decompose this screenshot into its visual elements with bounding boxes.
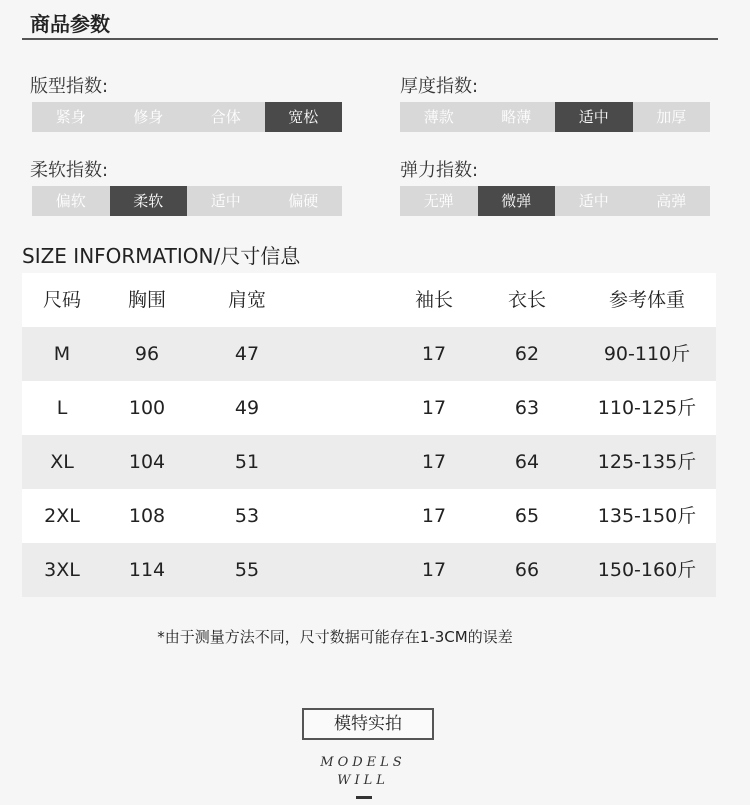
- spec-fit-option: 紧身: [32, 102, 110, 132]
- table-cell: 108: [128, 505, 166, 527]
- table-cell: 90-110斤: [603, 343, 691, 365]
- table-cell: L: [56, 397, 68, 419]
- size-table-header: [22, 273, 716, 327]
- header-divider: [22, 38, 718, 40]
- column-header: 袖长: [414, 289, 453, 311]
- table-cell: 104: [128, 451, 166, 473]
- spec-thickness-bar: [400, 102, 710, 132]
- models-caption-line1: MODELS: [320, 755, 406, 770]
- column-header: 参考体重: [608, 289, 685, 311]
- spec-elasticity-bar: [400, 186, 710, 216]
- spec-fit: [30, 72, 319, 126]
- spec-elasticity-option-selected: 微弹: [478, 186, 556, 216]
- model-photos-label: 模特实拍: [302, 708, 434, 740]
- spec-elasticity: [400, 156, 687, 210]
- table-cell: XL: [50, 451, 74, 473]
- spec-elasticity-label: 弹力指数:: [400, 160, 479, 181]
- table-cell: 55: [234, 559, 260, 581]
- table-cell: 62: [514, 343, 540, 365]
- spec-fit-bar: [32, 102, 342, 132]
- spec-fit-option: 合体: [187, 102, 265, 132]
- spec-elasticity-option: 高弹: [633, 186, 711, 216]
- table-cell: 96: [134, 343, 160, 365]
- table-row: [22, 435, 716, 489]
- table-row: [22, 543, 716, 597]
- table-cell: 125-135斤: [597, 451, 697, 473]
- column-header: 胸围: [127, 289, 166, 311]
- spec-fit-option: 修身: [110, 102, 188, 132]
- header-title: 商品参数: [30, 12, 110, 36]
- table-cell: 3XL: [44, 559, 80, 581]
- table-cell: 100: [128, 397, 166, 419]
- spec-softness-bar: [32, 186, 342, 216]
- spec-softness: [30, 156, 319, 210]
- models-caption: [0, 754, 726, 790]
- table-cell: 17: [421, 451, 447, 473]
- table-cell: 17: [421, 343, 447, 365]
- spec-softness-option: 偏硬: [265, 186, 343, 216]
- spec-softness-option-selected: 柔软: [110, 186, 188, 216]
- table-cell: 17: [421, 397, 447, 419]
- table-row: [22, 327, 716, 381]
- table-cell: 47: [234, 343, 260, 365]
- table-cell: 114: [128, 559, 166, 581]
- spec-elasticity-option: 适中: [555, 186, 633, 216]
- spec-fit-option-selected: 宽松: [265, 102, 343, 132]
- table-cell: 110-125斤: [597, 397, 697, 419]
- column-header: 肩宽: [227, 289, 266, 311]
- spec-thickness: [400, 72, 687, 126]
- spec-thickness-option-selected: 适中: [555, 102, 633, 132]
- table-cell: 66: [514, 559, 540, 581]
- table-cell: 17: [421, 505, 447, 527]
- table-row: [22, 489, 716, 543]
- spec-softness-option: 偏软: [32, 186, 110, 216]
- table-cell: 2XL: [44, 505, 80, 527]
- table-cell: 65: [514, 505, 540, 527]
- measurement-note: *由于测量方法不同，尺寸数据可能存在1-3CM的误差: [157, 628, 513, 646]
- table-cell: 64: [514, 451, 540, 473]
- table-cell: 53: [234, 505, 260, 527]
- table-cell: 17: [421, 559, 447, 581]
- size-info-title: SIZE INFORMATION/尺寸信息: [22, 244, 301, 268]
- table-cell: 63: [514, 397, 540, 419]
- spec-thickness-label: 厚度指数:: [400, 76, 479, 97]
- column-header: 尺码: [42, 289, 81, 311]
- spec-thickness-option: 加厚: [633, 102, 711, 132]
- models-caption-line2: WILL: [337, 773, 389, 788]
- table-cell: 135-150斤: [597, 505, 697, 527]
- spec-fit-label: 版型指数:: [30, 76, 109, 97]
- spec-softness-label: 柔软指数:: [30, 160, 109, 181]
- table-cell: M: [53, 343, 71, 365]
- spec-thickness-option: 薄款: [400, 102, 478, 132]
- table-cell: 150-160斤: [597, 559, 697, 581]
- table-cell: 49: [234, 397, 260, 419]
- spec-softness-option: 适中: [187, 186, 265, 216]
- table-cell: 51: [234, 451, 260, 473]
- spec-thickness-option: 略薄: [478, 102, 556, 132]
- column-header: 衣长: [507, 289, 546, 311]
- size-table: [22, 273, 716, 597]
- spec-elasticity-option: 无弹: [400, 186, 478, 216]
- models-underline: [356, 796, 372, 799]
- table-row: [22, 381, 716, 435]
